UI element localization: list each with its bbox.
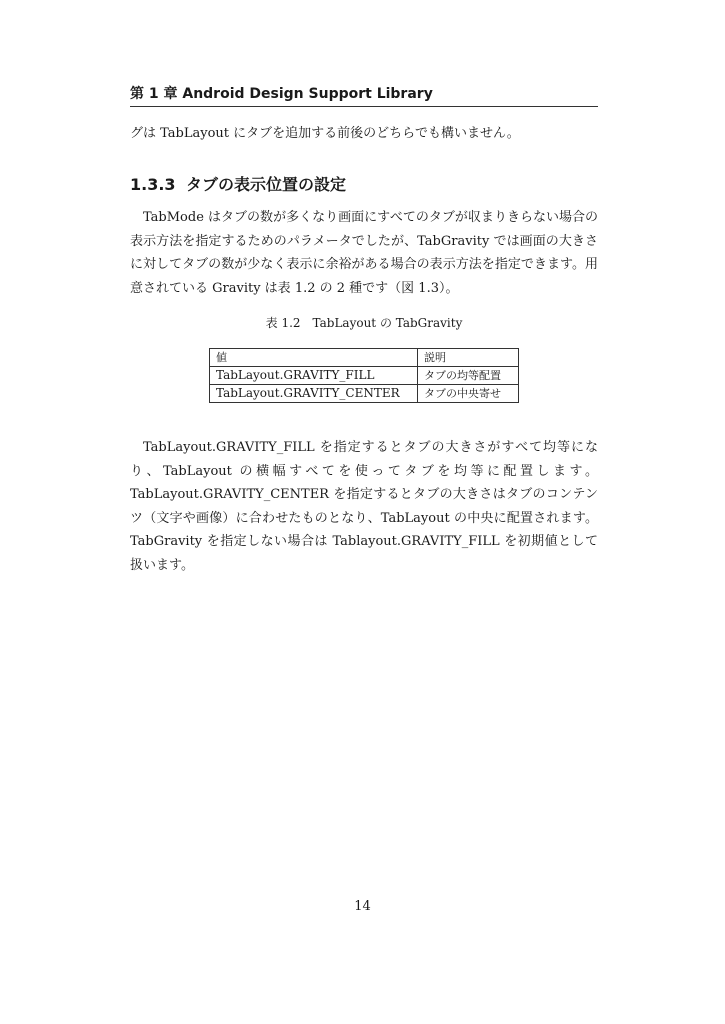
section-title: タブの表示位置の設定 xyxy=(186,175,347,194)
tabgravity-table xyxy=(209,348,519,403)
page-number: 14 xyxy=(354,899,371,914)
tabmode-paragraph: TabMode はタブの数が多くなり画面にすべてのタブが収まりきらない場合の表示方法を指定するためのパラメータでしたが、TabGravity では画面の大きさに対してタブの数が少なく表示に余裕がある場合の表示方法を指定できます。用意されている Gravity は表 1.2 の 2 種です（図 1.3）。 xyxy=(130,210,598,296)
table-cell-description: タブの均等配置 xyxy=(418,367,519,385)
table-caption: 表 1.2 TabLayout の TabGravity xyxy=(265,316,463,330)
section-heading xyxy=(130,174,598,196)
table-header-row xyxy=(210,349,519,367)
table-cell-value: TabLayout.GRAVITY_FILL xyxy=(210,367,418,385)
running-head: 第 1 章 Android Design Support Library xyxy=(130,84,598,107)
table-cell-description: タブの中央寄せ xyxy=(418,385,519,403)
table-row xyxy=(210,367,519,385)
intro-paragraph: グは TabLayout にタブを追加する前後のどちらでも構いません。 xyxy=(130,126,520,141)
section-number: 1.3.3 xyxy=(130,175,176,194)
table-row xyxy=(210,385,519,403)
table-header-value: 値 xyxy=(210,349,418,367)
gravity-paragraph: TabLayout.GRAVITY_FILL を指定するとタブの大きさがすべて均等になり、TabLayout の横幅すべてを使ってタブを均等に配置します。TabLayout.GRAVITY_CENTER を指定するとタブの大きさはタブのコンテンツ（文字や画像）に合わせたものとなり、TabLayout の中央に配置されます。TabGravity を指定しない場合は Tablayout.GRAVITY_FILL を初期値として扱います。 xyxy=(130,440,598,573)
table-cell-value: TabLayout.GRAVITY_CENTER xyxy=(210,385,418,403)
table-header-description: 説明 xyxy=(418,349,519,367)
